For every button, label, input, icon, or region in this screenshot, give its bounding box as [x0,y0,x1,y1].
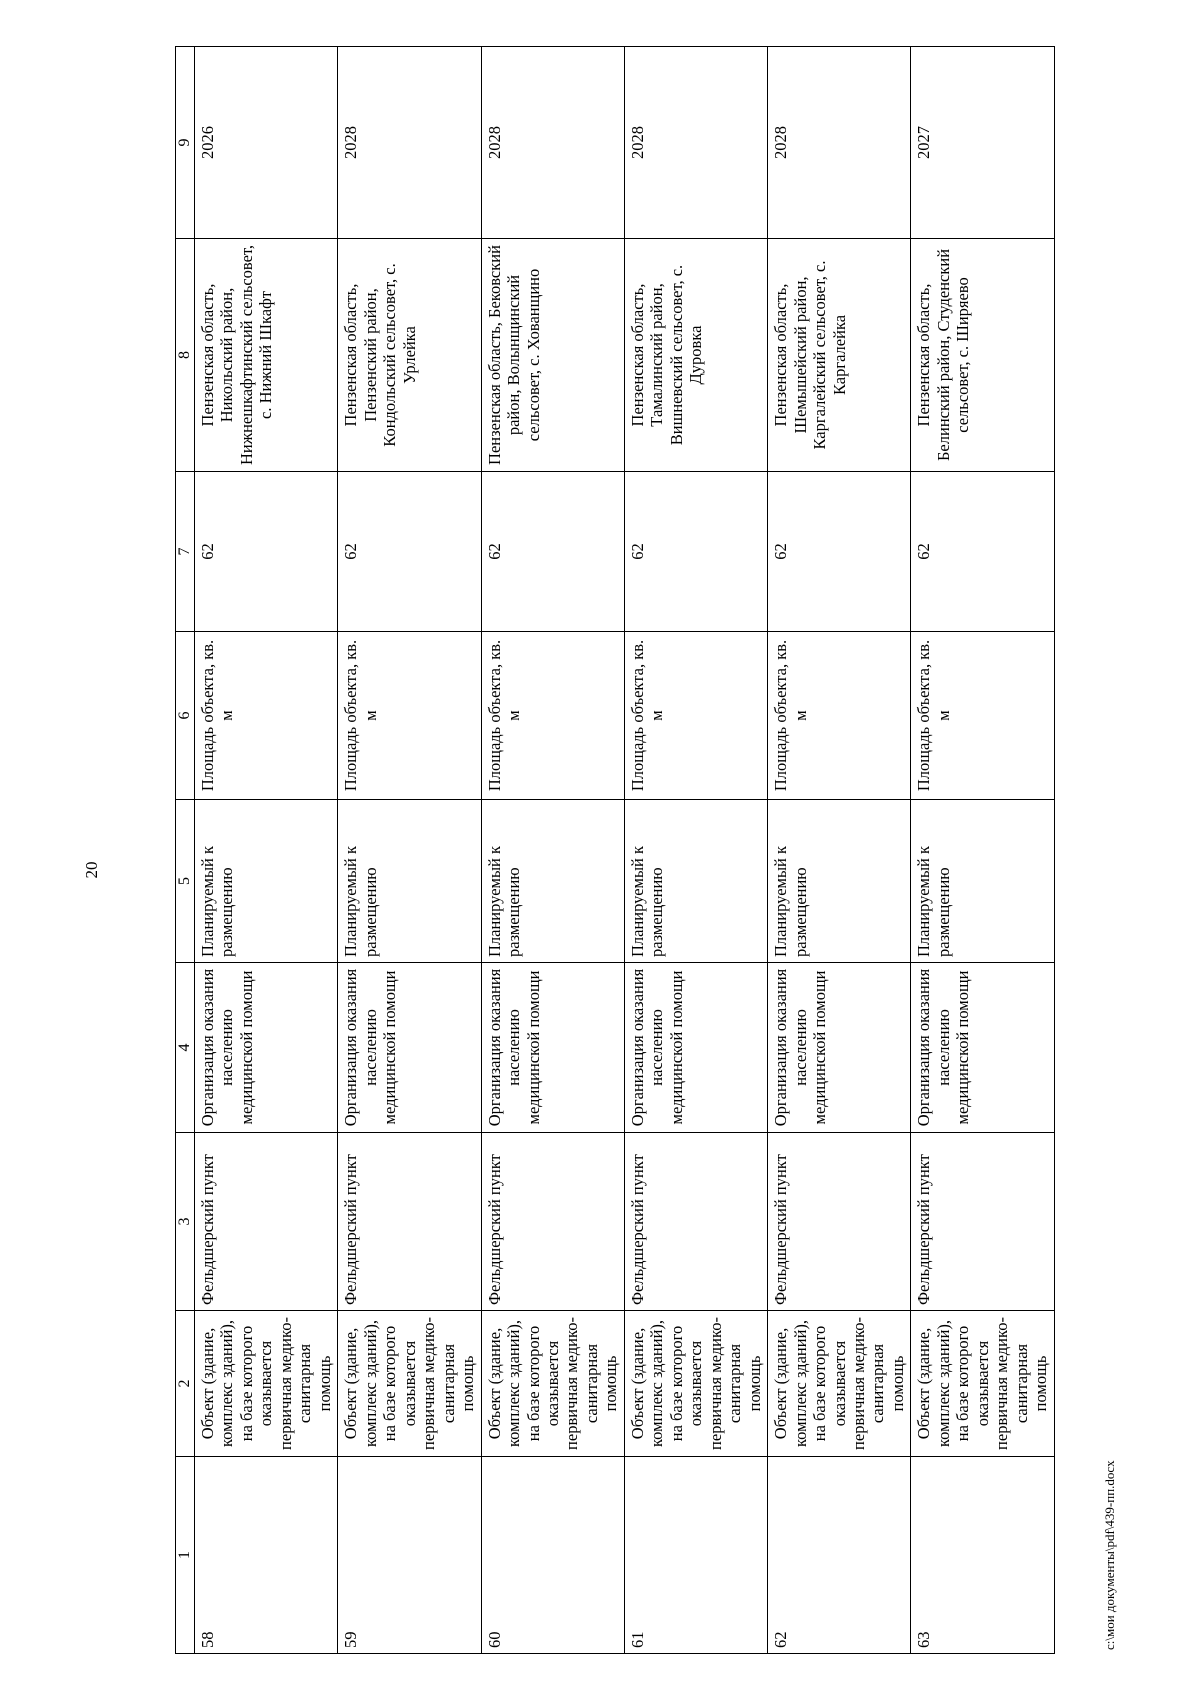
row-number-cell: 63 [911,1457,1054,1654]
location-cell: Пензенская область, Шемышейский район, Каргалейский сельсовет, с. Каргалейка [768,239,911,472]
object-name-cell: Фельдшерский пункт [481,1133,624,1311]
characteristic-cell: Площадь объекта, кв. м [338,632,481,800]
characteristic-cell: Площадь объекта, кв. м [624,632,767,800]
table-header-row [176,47,195,1654]
table-row [911,47,1054,1654]
object-type-cell: Объект (здание, комплекс зданий), на базе которого оказывается первичная медико-санитарная помощь [911,1311,1054,1457]
characteristic-cell: Площадь объекта, кв. м [481,632,624,800]
header-cell: 1 [176,1457,195,1654]
purpose-cell: Организация оказания населению медицинской помощи [911,963,1054,1133]
value-cell: 62 [768,472,911,632]
purpose-cell: Организация оказания населению медицинской помощи [768,963,911,1133]
table-row [195,47,338,1654]
header-cell: 8 [176,239,195,472]
row-number-cell: 62 [768,1457,911,1654]
purpose-cell: Организация оказания населению медицинской помощи [624,963,767,1133]
status-cell: Планируемый к размещению [481,800,624,963]
value-cell: 62 [481,472,624,632]
document-file-path: c:\мои документы\pdf\439-пп.docx [1102,1460,1117,1650]
characteristic-cell: Площадь объекта, кв. м [195,632,338,800]
page-number: 20 [82,861,101,879]
header-cell: 9 [176,47,195,239]
object-type-cell: Объект (здание, комплекс зданий), на базе которого оказывается первичная медико-санитарная помощь [481,1311,624,1457]
location-cell: Пензенская область, Пензенский район, Кондольский сельсовет, с. Урлейка [338,239,481,472]
purpose-cell: Организация оказания населению медицинской помощи [481,963,624,1133]
object-name-cell: Фельдшерский пункт [338,1133,481,1311]
value-cell: 62 [195,472,338,632]
status-cell: Планируемый к размещению [624,800,767,963]
object-name-cell: Фельдшерский пункт [195,1133,338,1311]
characteristic-cell: Площадь объекта, кв. м [911,632,1054,800]
status-cell: Планируемый к размещению [195,800,338,963]
location-cell: Пензенская область, Белинский район, Студенский сельсовет, с. Ширяево [911,239,1054,472]
object-type-cell: Объект (здание, комплекс зданий), на базе которого оказывается первичная медико-санитарная помощь [338,1311,481,1457]
object-type-cell: Объект (здание, комплекс зданий), на базе которого оказывается первичная медико-санитарная помощь [768,1311,911,1457]
object-name-cell: Фельдшерский пункт [911,1133,1054,1311]
year-cell: 2028 [768,47,911,239]
table-row [624,47,767,1654]
header-cell: 7 [176,472,195,632]
table-rotator [175,47,1051,1654]
object-name-cell: Фельдшерский пункт [624,1133,767,1311]
header-cell: 5 [176,800,195,963]
row-number-cell: 58 [195,1457,338,1654]
year-cell: 2028 [338,47,481,239]
value-cell: 62 [338,472,481,632]
status-cell: Планируемый к размещению [911,800,1054,963]
object-table [175,46,1055,1654]
value-cell: 62 [624,472,767,632]
value-cell: 62 [911,472,1054,632]
table-frame [175,47,1051,1654]
status-cell: Планируемый к размещению [768,800,911,963]
purpose-cell: Организация оказания населению медицинской помощи [338,963,481,1133]
header-cell: 3 [176,1133,195,1311]
table-row [481,47,624,1654]
characteristic-cell: Площадь объекта, кв. м [768,632,911,800]
row-number-cell: 59 [338,1457,481,1654]
year-cell: 2028 [624,47,767,239]
location-cell: Пензенская область, Тамалинский район, Вишневский сельсовет, с. Дуровка [624,239,767,472]
purpose-cell: Организация оказания населению медицинской помощи [195,963,338,1133]
row-number-cell: 60 [481,1457,624,1654]
header-cell: 2 [176,1311,195,1457]
object-type-cell: Объект (здание, комплекс зданий), на базе которого оказывается первичная медико-санитарная помощь [195,1311,338,1457]
year-cell: 2027 [911,47,1054,239]
location-cell: Пензенская область, Никольский район, Нижнешкафтинский сельсовет, с. Нижний Шкафт [195,239,338,472]
year-cell: 2026 [195,47,338,239]
row-number-cell: 61 [624,1457,767,1654]
object-name-cell: Фельдшерский пункт [768,1133,911,1311]
location-cell: Пензенская область, Бековский район, Волынщинский сельсовет, с. Хованщино [481,239,624,472]
status-cell: Планируемый к размещению [338,800,481,963]
header-cell: 6 [176,632,195,800]
year-cell: 2028 [481,47,624,239]
object-type-cell: Объект (здание, комплекс зданий), на базе которого оказывается первичная медико-санитарная помощь [624,1311,767,1457]
table-row [338,47,481,1654]
table-row [768,47,911,1654]
header-cell: 4 [176,963,195,1133]
